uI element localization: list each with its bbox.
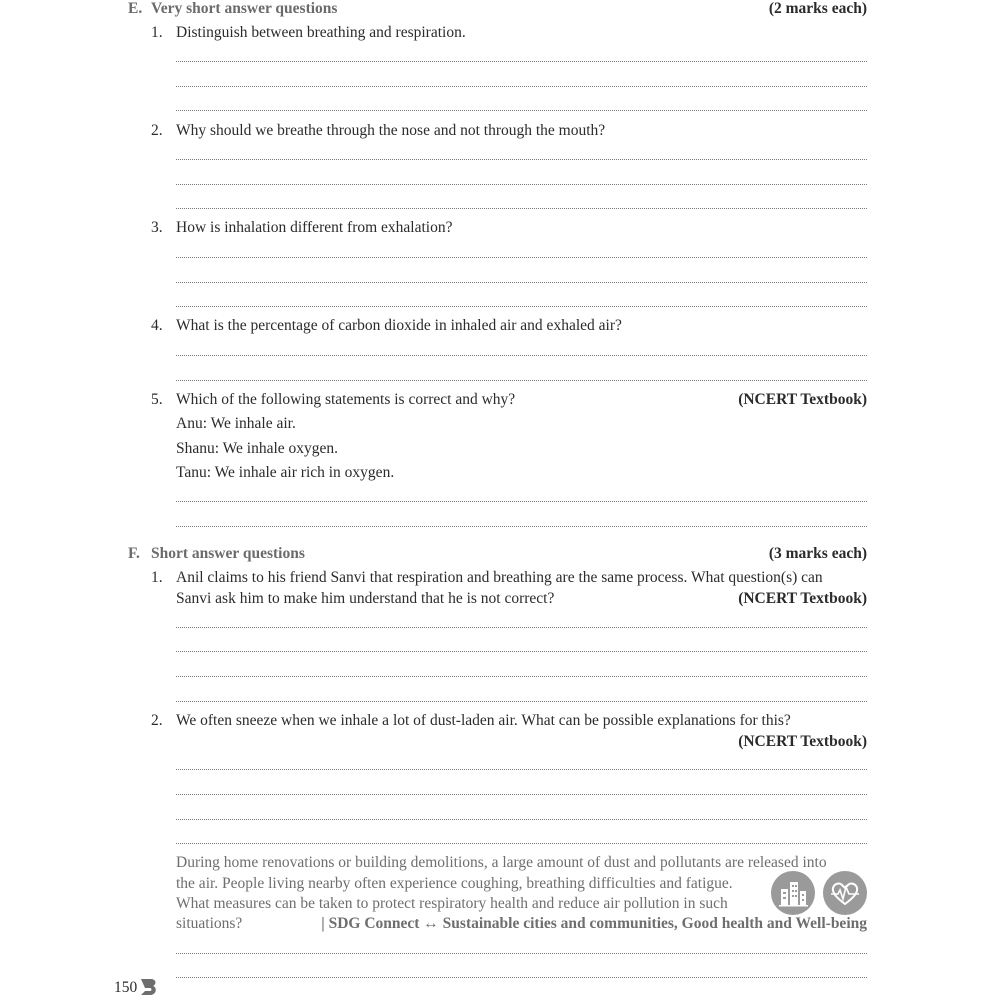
sdg-paragraph-line: During home renovations or building demolitions, a large amount of dust and pollutants are released into [176, 854, 827, 871]
answer-line[interactable] [176, 843, 867, 844]
question-text-continued: Sanvi ask him to make him understand that he is not correct? [176, 590, 555, 607]
ncert-source: (NCERT Textbook) [738, 733, 867, 750]
answer-line[interactable] [176, 184, 867, 185]
city-buildings-icon [771, 871, 815, 915]
answer-line[interactable] [176, 355, 867, 356]
ncert-source: (NCERT Textbook) [738, 590, 867, 607]
option-tanu: Tanu: We inhale air rich in oxygen. [176, 464, 395, 481]
question-text: Why should we breathe through the nose and not through the mouth? [176, 122, 606, 139]
answer-line[interactable] [176, 819, 867, 820]
answer-line[interactable] [176, 86, 867, 87]
question-number: 1. [151, 24, 163, 41]
section-f-letter: F. [128, 545, 140, 562]
answer-line[interactable] [176, 977, 867, 978]
question-number: 5. [151, 391, 163, 408]
answer-line[interactable] [176, 794, 867, 795]
answer-line[interactable] [176, 306, 867, 307]
page-number: 150 [114, 979, 138, 996]
answer-line[interactable] [176, 110, 867, 111]
sdg-connect: | SDG Connect ↔ Sustainable cities and communities, Good health and Well-being [321, 915, 867, 932]
question-number: 1. [151, 569, 163, 586]
answer-line[interactable] [176, 953, 867, 954]
answer-line[interactable] [176, 701, 867, 702]
sdg-paragraph-line: the air. People living nearby often experience coughing, breathing difficulties and fatigue. [176, 875, 733, 892]
question-number: 3. [151, 219, 163, 236]
answer-line[interactable] [176, 627, 867, 628]
answer-line[interactable] [176, 257, 867, 258]
section-f-marks: (3 marks each) [768, 545, 867, 562]
answer-line[interactable] [176, 651, 867, 652]
answer-line[interactable] [176, 769, 867, 770]
answer-line[interactable] [176, 282, 867, 283]
question-text: What is the percentage of carbon dioxide in inhaled air and exhaled air? [176, 317, 622, 334]
question-number: 4. [151, 317, 163, 334]
ncert-source: (NCERT Textbook) [738, 391, 867, 408]
page-curl-icon [139, 976, 159, 998]
sdg-paragraph-line: situations? [176, 915, 243, 932]
section-e-title: Very short answer questions [151, 0, 338, 17]
answer-line[interactable] [176, 208, 867, 209]
question-text: Anil claims to his friend Sanvi that respiration and breathing are the same process. What question(s) can [176, 569, 823, 586]
question-text: Which of the following statements is correct and why? [176, 391, 516, 408]
sdg-paragraph-line: What measures can be taken to protect respiratory health and reduce air pollution in such [176, 895, 728, 912]
question-text: Distinguish between breathing and respiration. [176, 24, 466, 41]
answer-line[interactable] [176, 61, 867, 62]
answer-line[interactable] [176, 526, 867, 527]
option-shanu: Shanu: We inhale oxygen. [176, 440, 339, 457]
option-anu: Anu: We inhale air. [176, 415, 296, 432]
question-text: We often sneeze when we inhale a lot of dust-laden air. What can be possible explanations for this? [176, 712, 791, 729]
question-number: 2. [151, 712, 163, 729]
answer-line[interactable] [176, 676, 867, 677]
question-text: How is inhalation different from exhalation? [176, 219, 453, 236]
answer-line[interactable] [176, 159, 867, 160]
section-e-letter: E. [128, 0, 143, 17]
section-e-marks: (2 marks each) [768, 0, 867, 17]
answer-line[interactable] [176, 380, 867, 381]
heart-pulse-icon [823, 871, 867, 915]
question-number: 2. [151, 122, 163, 139]
section-f-title: Short answer questions [151, 545, 305, 562]
answer-line[interactable] [176, 501, 867, 502]
